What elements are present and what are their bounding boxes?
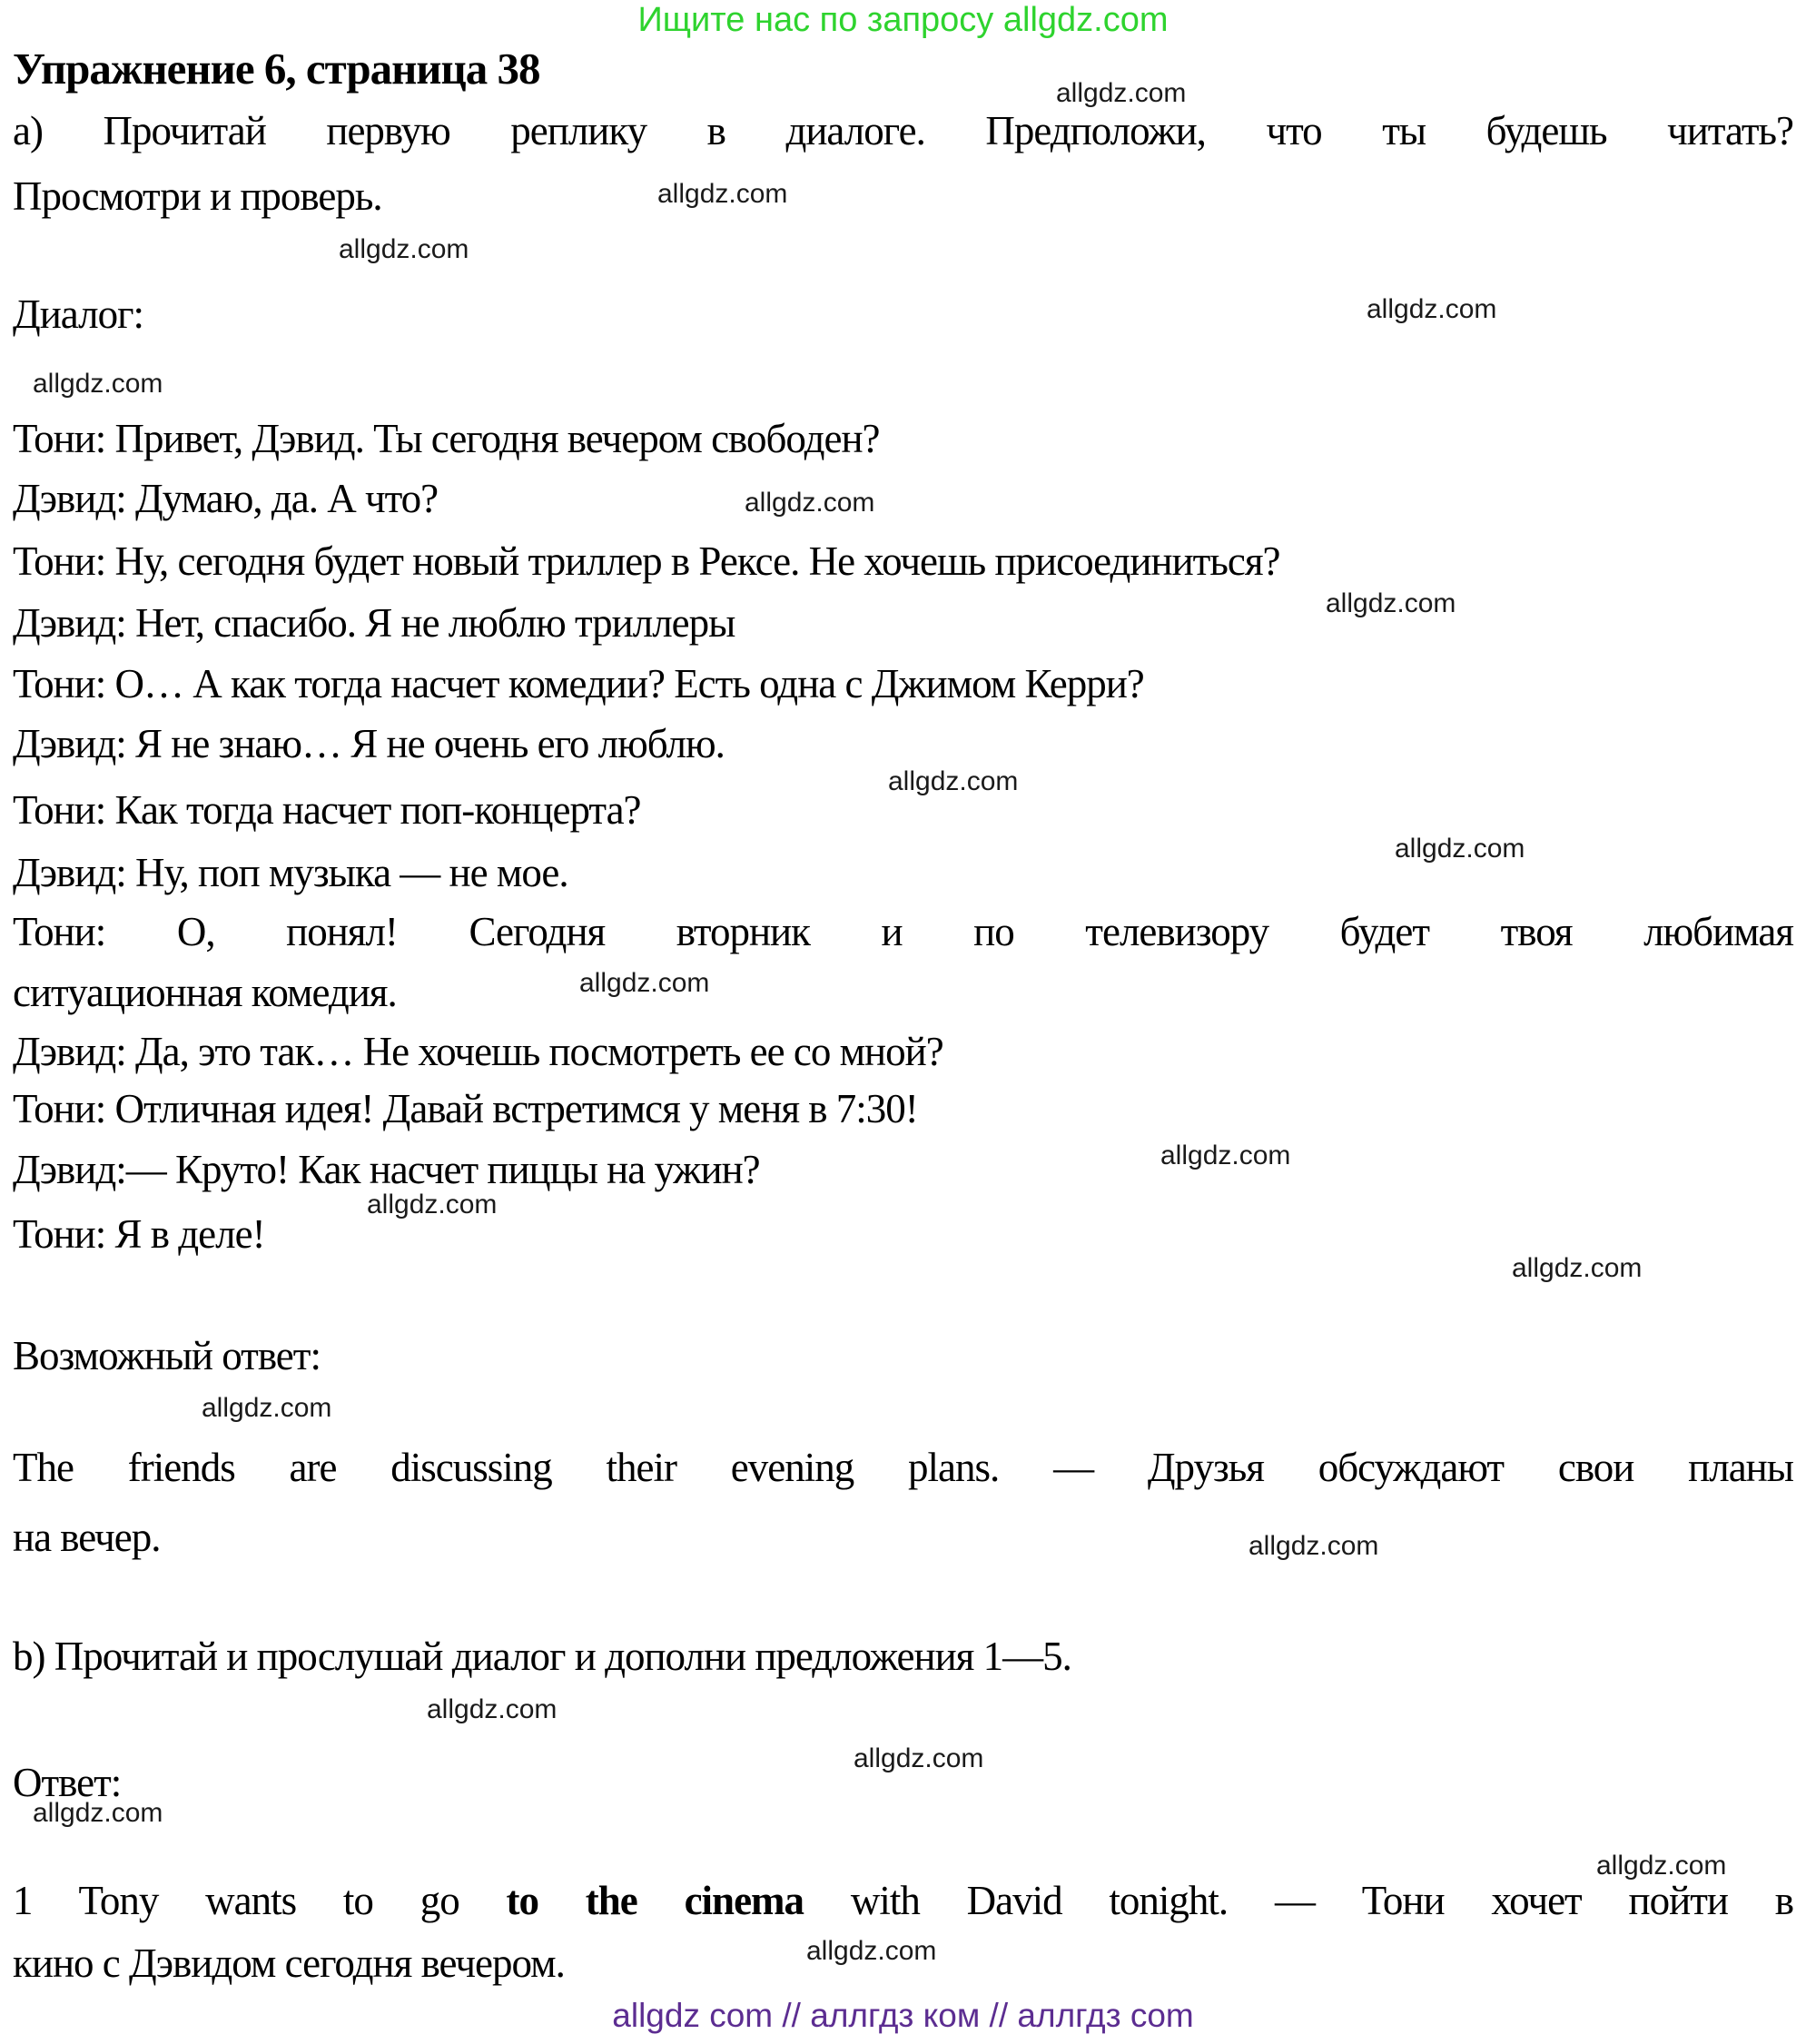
- watermark: allgdz.com: [367, 1190, 498, 1219]
- dialog-line: Дэвид: Да, это так… Не хочешь посмотреть ее со мной?: [13, 1029, 943, 1074]
- task-a-line2: Просмотри и проверь.: [13, 173, 382, 219]
- promo-banner: Ищите нас по запросу allgdz.com: [637, 1, 1169, 39]
- answer-item1-suffix: with David tonight. — Тони хочет пойти в: [804, 1878, 1793, 1923]
- task-b-text: b) Прочитай и прослушай диалог и дополни предложения 1—5.: [13, 1634, 1071, 1679]
- dialog-line: Тони: Я в деле!: [13, 1211, 265, 1257]
- watermark: allgdz.com: [1395, 834, 1525, 864]
- possible-answer-line2: на вечер.: [13, 1515, 161, 1560]
- dialog-line: Тони: Ну, сегодня будет новый триллер в Рексе. Не хочешь присоединиться?: [13, 538, 1280, 584]
- dialog-line: Дэвид:— Круто! Как насчет пиццы на ужин?: [13, 1147, 760, 1192]
- footer-links: allgdz com // аллгдз ком // аллгдз com: [612, 1997, 1194, 2034]
- answer-item1-bold: to the cinema: [506, 1878, 804, 1923]
- watermark: allgdz.com: [1512, 1253, 1643, 1283]
- dialog-line: Тони: Привет, Дэвид. Ты сегодня вечером свободен?: [13, 416, 880, 461]
- watermark: allgdz.com: [1326, 588, 1456, 618]
- dialog-line: Тони: О, понял! Сегодня вторник и по телевизору будет твоя любимая: [13, 909, 1793, 954]
- watermark: allgdz.com: [339, 234, 469, 264]
- task-a-line1: а) Прочитай первую реплику в диалоге. Предположи, что ты будешь читать?: [13, 108, 1793, 153]
- watermark: allgdz.com: [657, 179, 788, 209]
- watermark: allgdz.com: [1248, 1531, 1379, 1561]
- watermark: allgdz.com: [1056, 78, 1187, 108]
- dialog-line: Дэвид: Ну, поп музыка — не мое.: [13, 850, 568, 895]
- possible-answer-label: Возможный ответ:: [13, 1333, 321, 1378]
- watermark: allgdz.com: [427, 1694, 558, 1724]
- dialog-label: Диалог:: [13, 291, 144, 337]
- watermark: allgdz.com: [745, 488, 875, 518]
- watermark: allgdz.com: [33, 1798, 163, 1828]
- dialog-line: Дэвид: Нет, спасибо. Я не люблю триллеры: [13, 600, 735, 646]
- watermark: allgdz.com: [854, 1743, 984, 1773]
- watermark: allgdz.com: [806, 1936, 937, 1966]
- page-title: Упражнение 6, страница 38: [13, 44, 540, 94]
- dialog-line: Дэвид: Я не знаю… Я не очень его люблю.: [13, 721, 725, 766]
- watermark: allgdz.com: [1596, 1851, 1727, 1881]
- answer-item1-prefix: 1 Tony wants to go: [13, 1878, 507, 1923]
- watermark: allgdz.com: [579, 968, 710, 998]
- watermark: allgdz.com: [1160, 1140, 1291, 1170]
- answer-label: Ответ:: [13, 1760, 122, 1805]
- dialog-line: Тони: О… А как тогда насчет комедии? Есть одна с Джимом Керри?: [13, 661, 1144, 706]
- dialog-line: Дэвид: Думаю, да. А что?: [13, 476, 439, 521]
- watermark: allgdz.com: [1367, 294, 1497, 324]
- watermark: allgdz.com: [888, 766, 1019, 796]
- answer-item1-line1: [13, 1874, 1793, 1928]
- watermark: allgdz.com: [202, 1393, 332, 1423]
- dialog-line: Тони: Как тогда насчет поп-концерта?: [13, 787, 641, 833]
- dialog-line: Тони: Отличная идея! Давай встретимся у меня в 7:30!: [13, 1086, 918, 1131]
- possible-answer-line1: The friends are discussing their evening plans. — Друзья обсуждают свои планы: [13, 1445, 1793, 1490]
- answer-item1-line2: кино с Дэвидом сегодня вечером.: [13, 1940, 565, 1986]
- watermark: allgdz.com: [33, 369, 163, 399]
- dialog-line: ситуационная комедия.: [13, 970, 397, 1015]
